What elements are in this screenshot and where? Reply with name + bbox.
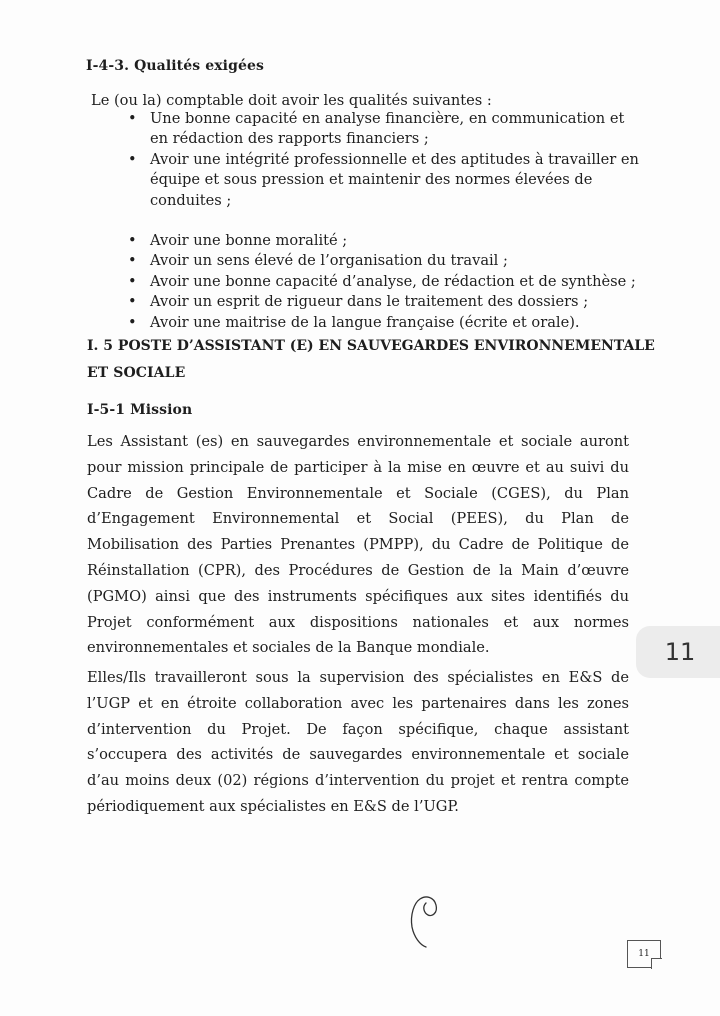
- bullet-icon: •: [128, 252, 137, 270]
- subsection-heading-mission: I-5-1 Mission: [87, 402, 193, 418]
- bullet-icon: •: [128, 150, 137, 168]
- bullet-icon: •: [128, 232, 137, 250]
- list-item: • Avoir une intégrité professionnelle et des aptitudes à travailler en équipe et sous pression et maintenir des normes élevées de conduites ;: [128, 150, 639, 209]
- mission-paragraph-1: Les Assistant (es) en sauvegardes environnementale et sociale auront pour mission principale de participer à la mise en œuvre et au suivi du Cadre de Gestion Environnementale et Sociale (CGES), du Plan d’Engagement Environnemental et Social (PEES), du Plan de Mobilisation des Parties Prenantes (PMPP), du Cadre de Politique de Réinstallation (CPR), des Procédures de Gestion de la Main d’œuvre (PGMO) ainsi que des instruments spécifiques aux sites identifiés du Projet conformément aux dispositions nationales et aux normes environnementales et sociales de la Banque mondiale.: [87, 433, 629, 657]
- page-number-tab: 11: [636, 626, 720, 678]
- list-item: • Avoir un esprit de rigueur dans le traitement des dossiers ;: [100, 292, 640, 312]
- bullet-icon: •: [128, 293, 137, 311]
- qualities-list: [100, 109, 640, 333]
- qualities-intro: Le (ou la) comptable doit avoir les qualités suivantes :: [91, 92, 492, 109]
- handwritten-initial: [406, 893, 446, 953]
- folded-corner-icon: [651, 958, 662, 969]
- list-item: • Avoir un sens élevé de l’organisation du travail ;: [100, 251, 640, 271]
- bullet-icon: •: [128, 313, 137, 331]
- section-heading-poste-line2: ET SOCIALE: [87, 365, 186, 381]
- list-item: • Avoir une bonne capacité d’analyse, de rédaction et de synthèse ;: [100, 272, 640, 292]
- list-item: • Avoir une maitrise de la langue française (écrite et orale).: [100, 313, 640, 333]
- section-heading-qualites: I-4-3. Qualités exigées: [86, 58, 264, 74]
- list-item: • Une bonne capacité en analyse financière, en communication et en rédaction des rapports financiers ;: [128, 110, 625, 148]
- page-number-box: 11: [627, 940, 661, 968]
- bullet-icon: •: [128, 272, 137, 290]
- section-heading-poste-line1: I. 5 POSTE D’ASSISTANT (E) EN SAUVEGARDES ENVIRONNEMENTALE: [87, 338, 655, 354]
- mission-paragraph-2: Elles/Ils travailleront sous la supervision des spécialistes en E&S de l’UGP et en étroite collaboration avec les partenaires dans les zones d’intervention du Projet. De façon spécifique, chaque assistant s’occupera des activités de sauvegardes environnementale et sociale d’au moins deux (02) régions d’intervention du projet et rentra compte périodiquement aux spécialistes en E&S de l’UGP.: [87, 669, 629, 815]
- bullet-icon: •: [128, 110, 137, 127]
- list-item: • Avoir une bonne moralité ;: [100, 231, 640, 251]
